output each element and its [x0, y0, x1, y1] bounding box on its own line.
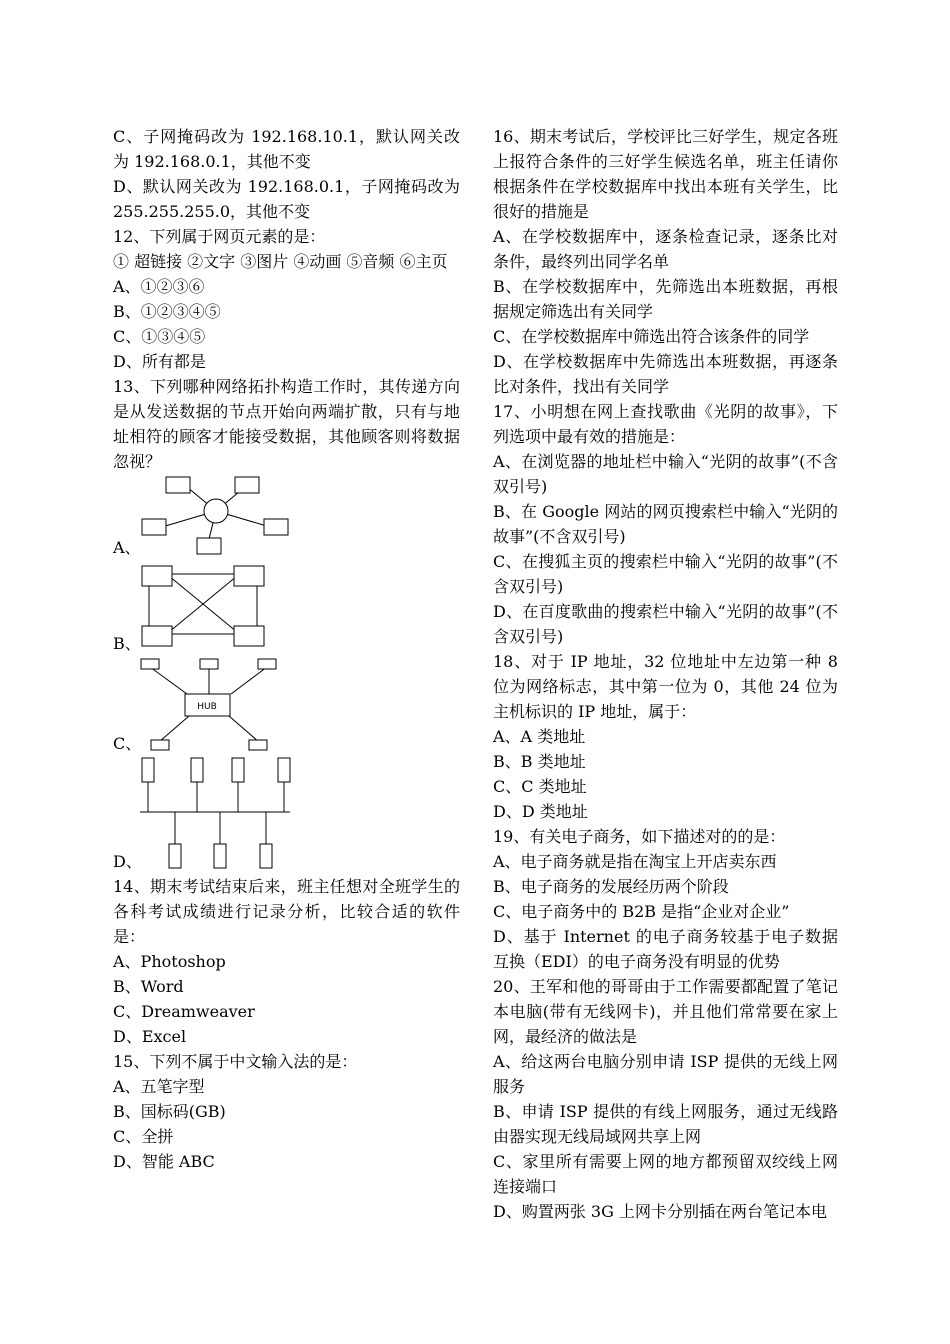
q14-option-a: A、Photoshop	[113, 952, 226, 971]
hub-label: HUB	[197, 702, 217, 712]
star-topology-diagram	[135, 474, 305, 560]
q15-stem: 15、下列不属于中文输入法的是：	[113, 1052, 358, 1071]
q20-stem: 20、王军和他的哥哥由于工作需要都配置了笔记本电脑(带有无线网卡)，并且他们常常要在家上网，最经济的做法是	[493, 977, 838, 1046]
q19-option-d: D、基于 Internet 的电子商务较基于电子数据互换（EDI）的电子商务没有明显的优势	[493, 927, 838, 971]
q16-stem: 16、期末考试后，学校评比三好学生，规定各班上报符合条件的三好学生候选名单，班主任请你根据条件在学校数据库中找出本班有关学生，比很好的措施是	[493, 127, 838, 221]
q19-option-a: A、电子商务就是指在淘宝上开店卖东西	[493, 852, 777, 871]
q14-option-c: C、Dreamweaver	[113, 1002, 255, 1021]
q16-option-c: C、在学校数据库中筛选出符合该条件的同学	[493, 327, 810, 346]
q20-option-a: A、给这两台电脑分别申请 ISP 提供的无线上网服务	[493, 1052, 838, 1096]
q17-option-b: B、在 Google 网站的网页搜索栏中输入“光阴的故事”(不含双引号)	[493, 502, 838, 546]
q18-option-a: A、A 类地址	[493, 727, 586, 746]
q19-option-b: B、电子商务的发展经历两个阶段	[493, 877, 729, 896]
q19-stem: 19、有关电子商务，如下描述对的的是：	[493, 827, 786, 846]
q20-option-d: D、购置两张 3G 上网卡分别插在两台笔记本电	[493, 1202, 827, 1221]
q11-option-c: C、子网掩码改为 192.168.10.1，默认网关改为 192.168.0.1，其他不变	[113, 127, 460, 171]
q18-stem: 18、对于 IP 地址，32 位地址中左边第一种 8 位为网络标志，其中第一位为 0，其他 24 位为主机标识的 IP 地址，属于：	[493, 652, 838, 721]
q15-option-a: A、五笔字型	[113, 1077, 205, 1096]
q17-option-a: A、在浏览器的地址栏中输入“光阴的故事”(不含双引号)	[493, 452, 838, 496]
q11-option-d: D、默认网关改为 192.168.0.1，子网掩码改为 255.255.255.0，其他不变	[113, 177, 460, 221]
q13-option-d-label: D、	[113, 852, 142, 871]
bus-topology-diagram	[135, 756, 305, 874]
hub-topology-diagram	[135, 656, 305, 756]
q16-option-a: A、在学校数据库中，逐条检查记录，逐条比对条件，最终列出同学名单	[493, 227, 838, 271]
q18-option-c: C、C 类地址	[493, 777, 587, 796]
q14-option-b: B、Word	[113, 977, 184, 996]
q13-option-b-mesh-topology	[113, 560, 460, 656]
q20-option-c: C、家里所有需要上网的地方都预留双绞线上网连接端口	[493, 1152, 838, 1196]
q13-option-b-label: B、	[113, 634, 141, 653]
q12-option-d: D、所有都是	[113, 352, 206, 371]
right-column	[493, 124, 838, 1224]
q20-option-b: B、申请 ISP 提供的有线上网服务，通过无线路由器实现无线局域网共享上网	[493, 1102, 838, 1146]
q16-option-d: D、在学校数据库中先筛选出本班数据，再逐条比对条件，找出有关同学	[493, 352, 838, 396]
q15-option-b: B、国标码(GB)	[113, 1102, 226, 1121]
q15-option-c: C、全拼	[113, 1127, 174, 1146]
q17-option-d: D、在百度歌曲的搜索栏中输入“光阴的故事”(不含双引号)	[493, 602, 838, 646]
q18-option-b: B、B 类地址	[493, 752, 586, 771]
q14-option-d: D、Excel	[113, 1027, 187, 1046]
q13-stem: 13、下列哪种网络拓扑构造工作时，其传递方向是从发送数据的节点开始向两端扩散，只有与地址相符的顾客才能接受数据，其他顾客则将数据忽视？	[113, 377, 460, 471]
q14-stem: 14、期末考试结束后来，班主任想对全班学生的各科考试成绩进行记录分析，比较合适的软件是：	[113, 877, 460, 946]
q13-option-c-label: C、	[113, 734, 142, 753]
q12-items: ① 超链接 ②文字 ③图片 ④动画 ⑤音频 ⑥主页	[113, 252, 448, 271]
q17-stem: 17、小明想在网上查找歌曲《光阴的故事》，下列选项中最有效的措施是：	[493, 402, 838, 446]
q18-option-d: D、D 类地址	[493, 802, 588, 821]
q17-option-c: C、在搜狐主页的搜索栏中输入“光阴的故事”(不含双引号)	[493, 552, 838, 596]
q19-option-c: C、电子商务中的 B2B 是指“企业对企业”	[493, 902, 790, 921]
q12-option-a: A、①②③⑥	[113, 277, 205, 296]
q13-option-c-hub-topology	[113, 656, 460, 756]
q13-option-a-label: A、	[113, 538, 141, 557]
q12-stem: 12、下列属于网页元素的是：	[113, 227, 326, 246]
mesh-topology-diagram	[135, 560, 305, 656]
q15-option-d: D、智能 ABC	[113, 1152, 215, 1171]
q13-option-d-bus-topology	[113, 756, 460, 874]
q12-option-c: C、①③④⑤	[113, 327, 206, 346]
left-column	[113, 124, 460, 1174]
q16-option-b: B、在学校数据库中，先筛选出本班数据，再根据规定筛选出有关同学	[493, 277, 838, 321]
q13-option-a-star-topology	[113, 474, 460, 560]
q12-option-b: B、①②③④⑤	[113, 302, 221, 321]
